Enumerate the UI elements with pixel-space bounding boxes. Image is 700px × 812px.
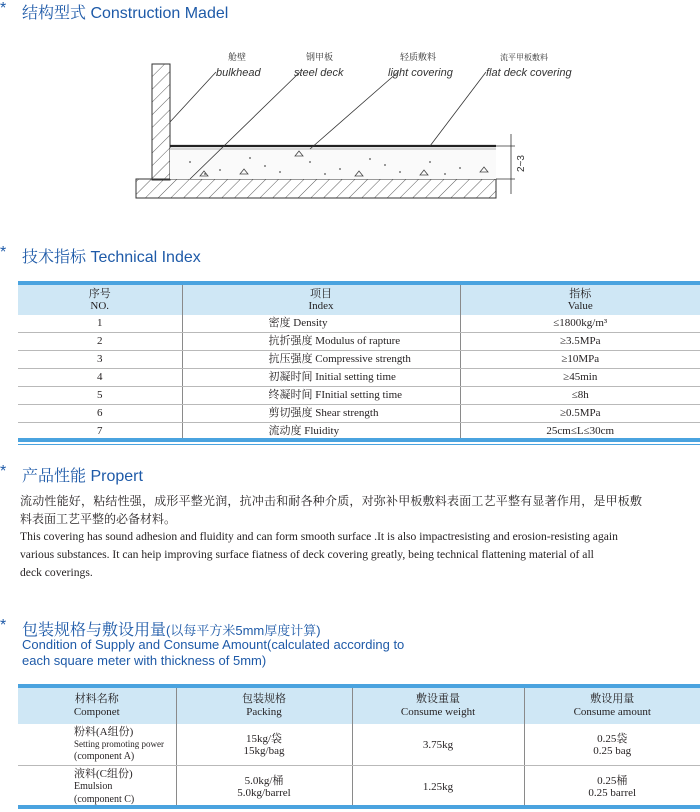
row-item: 抗折强度 Modulus of rapture	[182, 333, 460, 351]
consume-amount-value: 0.25桶 0.25 barrel	[524, 766, 700, 808]
header-componet: 材料名称 Componet	[18, 688, 176, 724]
flat-deck-label-cn: 流平甲板敷料	[500, 53, 548, 62]
row-item: 流动度 Fluidity	[182, 423, 460, 441]
light-covering-label-en: light covering	[388, 67, 453, 79]
row-no: 1	[18, 315, 182, 333]
light-covering-layer	[170, 148, 496, 179]
supply-section-title: * 包装规格与敷设用量(以每平方米5mm厚度计算)	[0, 617, 321, 639]
supply-subtitle: Condition of Supply and Consume Amount(calculated according to each square meter with thickness of 5mm)	[22, 637, 405, 668]
row-no: 7	[18, 423, 182, 441]
row-value: ≥10MPa	[460, 351, 700, 369]
table-row	[18, 387, 700, 405]
table-bottom-rule	[18, 444, 700, 445]
row-item: 抗压强度 Compressive strength	[182, 351, 460, 369]
row-no: 4	[18, 369, 182, 387]
table-header-row	[18, 285, 700, 315]
property-cn-line: 流动性能好，粘结性强，成形平整光润，抗冲击和耐各种介质，对弥补甲板敷料表面工艺平整有显著作用，是甲板敷	[20, 494, 643, 508]
row-no: 6	[18, 405, 182, 423]
row-value: ≥0.5MPa	[460, 405, 700, 423]
packing-value: 5.0kg/桶 5.0kg/barrel	[176, 766, 352, 808]
header-consume-amount: 敷设用量 Consume amount	[524, 688, 700, 724]
row-no: 2	[18, 333, 182, 351]
row-item: 初凝时间 Initial setting time	[182, 369, 460, 387]
bullet-star-icon: *	[0, 244, 7, 261]
row-value: ≤8h	[460, 387, 700, 405]
steel-deck-label-en: steel deck	[294, 67, 344, 79]
table-header-row	[18, 688, 700, 724]
row-value: ≥3.5MPa	[460, 333, 700, 351]
flat-deck-label-en: flat deck covering	[486, 67, 572, 79]
thickness-dimension-label: 2~3	[516, 155, 527, 172]
light-covering-label-cn: 轻质敷料	[400, 52, 437, 62]
construction-section-title: * 结构型式 Construction Madel	[0, 0, 229, 22]
property-en-line: deck coverings.	[20, 566, 93, 579]
table-row	[18, 333, 700, 351]
steel-deck-shape	[136, 179, 496, 198]
bullet-star-icon: *	[0, 463, 7, 480]
consume-amount-value: 0.25袋 0.25 bag	[524, 724, 700, 766]
header-no: 序号 NO.	[18, 285, 182, 315]
header-consume-weight: 敷设重量 Consume weight	[352, 688, 524, 724]
table-row	[18, 369, 700, 387]
consume-weight-value: 3.75kg	[352, 724, 524, 766]
table-bottom-band	[18, 438, 700, 442]
header-index: 项目 Index	[182, 285, 460, 315]
table-row	[18, 766, 700, 808]
steel-deck-label-cn: 钢甲板	[306, 52, 334, 62]
property-en-line: This covering has sound adhesion and fluidity and can form smooth surface .It is also impactresisting and erosion-resisting again	[20, 530, 618, 543]
supply-table	[18, 688, 700, 808]
header-packing: 包装规格 Packing	[176, 688, 352, 724]
row-value: 25cm≤L≤30cm	[546, 425, 615, 437]
construction-diagram	[130, 22, 600, 212]
technical-index-table	[18, 285, 700, 440]
bullet-star-icon: *	[0, 0, 7, 17]
row-no: 5	[18, 387, 182, 405]
row-value: ≤1800kg/m³	[460, 315, 700, 333]
table-row	[18, 351, 700, 369]
table-row	[18, 315, 700, 333]
bulkhead-shape	[152, 64, 170, 180]
header-value: 指标 Value	[460, 285, 700, 315]
row-item: 密度 Density	[182, 315, 460, 333]
property-cn-line: 料表面工艺平整的必备材料。	[20, 512, 177, 526]
property-section-title: * 产品性能 Propert	[0, 463, 143, 485]
table-row	[18, 724, 700, 766]
supply-table-bottom-band	[18, 805, 700, 809]
row-item: 剪切强度 Shear strength	[182, 405, 460, 423]
table-row	[18, 405, 700, 423]
consume-weight-value: 1.25kg	[352, 766, 524, 808]
bulkhead-label-cn: 舱壁	[228, 52, 247, 62]
property-description	[20, 492, 680, 582]
packing-value: 15kg/袋 15kg/bag	[176, 724, 352, 766]
row-no: 3	[18, 351, 182, 369]
property-en-line: various substances. It can heip improving surface fiatness of deck covering greatly, being technical flattening material of all	[20, 548, 594, 561]
bullet-star-icon: *	[0, 617, 7, 634]
row-item: 终凝时间 FInitial setting time	[182, 387, 460, 405]
technical-section-title: * 技术指标 Technical Index	[0, 244, 201, 266]
bulkhead-label-en: bulkhead	[216, 67, 261, 79]
row-value: ≥45min	[460, 369, 700, 387]
component-name: 液料(C组份) Emulsion (component C)	[18, 766, 176, 808]
component-name: 粉料(A组份) Setting promoting power (component A)	[18, 724, 176, 766]
